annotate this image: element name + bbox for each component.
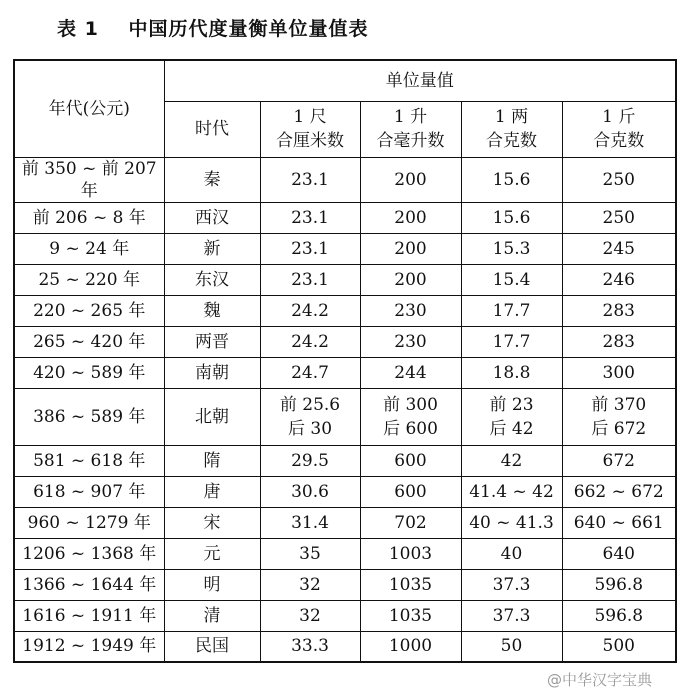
cell-sheng-line: 600 bbox=[394, 481, 427, 502]
cell-jin-line: 672 bbox=[602, 450, 635, 471]
cell-chi-line: 24.2 bbox=[291, 300, 329, 321]
cell-chi-line: 24.7 bbox=[291, 362, 329, 383]
cell-jin-line: 250 bbox=[602, 207, 635, 228]
cell-chi-line: 30.6 bbox=[291, 481, 329, 502]
cell-dynasty: 两晋 bbox=[164, 326, 260, 357]
table-body bbox=[14, 157, 676, 662]
cell-chi-line: 32 bbox=[299, 605, 321, 626]
cell-liang bbox=[461, 295, 562, 326]
cell-jin-line: 500 bbox=[602, 636, 635, 657]
table-row bbox=[14, 157, 676, 202]
cell-jin-line: 250 bbox=[602, 169, 635, 190]
cell-liang-line: 15.3 bbox=[492, 238, 531, 259]
cell-liang bbox=[461, 264, 562, 295]
cell-sheng-line: 1035 bbox=[388, 574, 433, 595]
cell-years: 220 ~ 265 年 bbox=[14, 295, 164, 326]
cell-years: 前 206 ~ 8 年 bbox=[14, 202, 164, 233]
cell-years: 420 ~ 589 年 bbox=[14, 357, 164, 388]
cell-jin bbox=[562, 202, 676, 233]
cell-liang-line: 40 bbox=[500, 543, 523, 564]
cell-dynasty: 宋 bbox=[164, 507, 260, 538]
cell-sheng-line: 230 bbox=[394, 300, 427, 321]
cell-chi bbox=[260, 357, 360, 388]
table-row bbox=[14, 326, 676, 357]
cell-liang-line: 17.7 bbox=[492, 300, 531, 321]
cell-sheng-line: 244 bbox=[394, 362, 427, 383]
cell-jin-line: 245 bbox=[602, 238, 635, 259]
cell-liang bbox=[461, 202, 562, 233]
cell-years: 265 ~ 420 年 bbox=[14, 326, 164, 357]
cell-sheng-line: 702 bbox=[394, 512, 427, 533]
cell-liang bbox=[461, 569, 562, 600]
cell-chi-line: 24.2 bbox=[291, 331, 329, 352]
cell-sheng-line: 230 bbox=[394, 331, 427, 352]
cell-years: 581 ~ 618 年 bbox=[14, 445, 164, 476]
cell-dynasty: 清 bbox=[164, 600, 260, 631]
cell-chi bbox=[260, 202, 360, 233]
watermark: @中华汉字宝典 bbox=[546, 671, 652, 689]
cell-years: 9 ~ 24 年 bbox=[14, 233, 164, 264]
cell-sheng bbox=[360, 631, 461, 662]
header-chi-desc: 合厘米数 bbox=[276, 131, 344, 151]
cell-chi-line: 后 30 bbox=[287, 418, 333, 439]
cell-liang-line: 前 23 bbox=[489, 394, 534, 415]
cell-jin bbox=[562, 631, 676, 662]
cell-chi-line: 23.1 bbox=[291, 269, 329, 290]
cell-liang-line: 18.8 bbox=[492, 362, 531, 383]
cell-chi-line: 23.1 bbox=[291, 207, 329, 228]
cell-sheng-line: 600 bbox=[394, 450, 427, 471]
table-row bbox=[14, 538, 676, 569]
cell-jin bbox=[562, 476, 676, 507]
table-row bbox=[14, 476, 676, 507]
cell-liang-line: 37.3 bbox=[492, 605, 531, 626]
cell-chi bbox=[260, 388, 360, 445]
cell-sheng-line: 1000 bbox=[388, 636, 433, 657]
table-number: 表 1 bbox=[57, 18, 99, 40]
cell-liang-line: 15.6 bbox=[492, 169, 531, 190]
cell-jin bbox=[562, 264, 676, 295]
cell-jin bbox=[562, 295, 676, 326]
cell-dynasty: 唐 bbox=[164, 476, 260, 507]
cell-dynasty: 明 bbox=[164, 569, 260, 600]
cell-liang bbox=[461, 326, 562, 357]
cell-jin-line: 283 bbox=[602, 331, 635, 352]
header-chi bbox=[260, 101, 360, 157]
cell-chi-line: 23.1 bbox=[291, 169, 329, 190]
header-dynasty: 时代 bbox=[164, 101, 260, 157]
cell-years: 960 ~ 1279 年 bbox=[14, 507, 164, 538]
cell-liang-line: 后 42 bbox=[489, 418, 534, 439]
cell-sheng-line: 1035 bbox=[388, 605, 433, 626]
cell-sheng-line: 200 bbox=[394, 238, 427, 259]
cell-chi-line: 29.5 bbox=[291, 450, 329, 471]
cell-chi bbox=[260, 569, 360, 600]
header-liang-unit: 1 两 bbox=[494, 107, 529, 127]
table-row bbox=[14, 295, 676, 326]
header-sheng bbox=[360, 101, 461, 157]
cell-sheng bbox=[360, 295, 461, 326]
cell-liang-line: 40 ~ 41.3 bbox=[469, 512, 554, 533]
table-row bbox=[14, 264, 676, 295]
table-row bbox=[14, 233, 676, 264]
cell-liang bbox=[461, 388, 562, 445]
table-row bbox=[14, 388, 676, 445]
header-unit-value: 单位量值 bbox=[164, 60, 676, 101]
cell-jin-line: 前 370 bbox=[591, 394, 647, 415]
cell-years: 1912 ~ 1949 年 bbox=[14, 631, 164, 662]
cell-dynasty: 西汉 bbox=[164, 202, 260, 233]
cell-sheng bbox=[360, 202, 461, 233]
table-row bbox=[14, 631, 676, 662]
cell-liang bbox=[461, 157, 562, 202]
cell-liang-line: 41.4 ~ 42 bbox=[469, 481, 554, 502]
table-row bbox=[14, 202, 676, 233]
cell-years: 25 ~ 220 年 bbox=[14, 264, 164, 295]
cell-jin-line: 640 ~ 661 bbox=[573, 512, 664, 533]
cell-liang-line: 15.4 bbox=[492, 269, 531, 290]
cell-chi bbox=[260, 600, 360, 631]
table-row bbox=[14, 445, 676, 476]
cell-jin bbox=[562, 157, 676, 202]
cell-sheng-line: 前 300 bbox=[383, 394, 438, 415]
cell-liang-line: 15.6 bbox=[492, 207, 531, 228]
cell-chi-line: 32 bbox=[299, 574, 321, 595]
header-liang-desc: 合克数 bbox=[486, 131, 537, 151]
cell-jin bbox=[562, 233, 676, 264]
cell-years: 1366 ~ 1644 年 bbox=[14, 569, 164, 600]
cell-jin-line: 640 bbox=[602, 543, 635, 564]
cell-years: 前 350 ~ 前 207 年 bbox=[14, 157, 164, 202]
cell-jin-line: 246 bbox=[602, 269, 635, 290]
cell-jin bbox=[562, 445, 676, 476]
cell-years: 386 ~ 589 年 bbox=[14, 388, 164, 445]
cell-chi-line: 35 bbox=[299, 543, 321, 564]
cell-chi bbox=[260, 326, 360, 357]
cell-dynasty: 南朝 bbox=[164, 357, 260, 388]
cell-chi bbox=[260, 507, 360, 538]
cell-chi bbox=[260, 538, 360, 569]
cell-dynasty: 元 bbox=[164, 538, 260, 569]
cell-liang-line: 17.7 bbox=[492, 331, 531, 352]
cell-chi bbox=[260, 264, 360, 295]
cell-sheng-line: 1003 bbox=[388, 543, 433, 564]
header-jin-desc: 合克数 bbox=[593, 131, 645, 151]
cell-years: 1206 ~ 1368 年 bbox=[14, 538, 164, 569]
cell-sheng bbox=[360, 569, 461, 600]
cell-sheng bbox=[360, 476, 461, 507]
cell-sheng-line: 200 bbox=[394, 169, 427, 190]
cell-dynasty: 东汉 bbox=[164, 264, 260, 295]
cell-liang bbox=[461, 233, 562, 264]
cell-chi bbox=[260, 233, 360, 264]
cell-years: 618 ~ 907 年 bbox=[14, 476, 164, 507]
cell-chi bbox=[260, 157, 360, 202]
cell-sheng-line: 200 bbox=[394, 269, 427, 290]
cell-jin-line: 283 bbox=[602, 300, 635, 321]
cell-jin bbox=[562, 538, 676, 569]
cell-jin bbox=[562, 507, 676, 538]
cell-liang bbox=[461, 538, 562, 569]
table-row bbox=[14, 600, 676, 631]
cell-jin bbox=[562, 357, 676, 388]
cell-jin-line: 后 672 bbox=[591, 418, 647, 439]
cell-jin bbox=[562, 569, 676, 600]
cell-liang bbox=[461, 445, 562, 476]
cell-dynasty: 隋 bbox=[164, 445, 260, 476]
cell-jin bbox=[562, 388, 676, 445]
cell-years: 1616 ~ 1911 年 bbox=[14, 600, 164, 631]
cell-jin-line: 596.8 bbox=[594, 574, 644, 595]
cell-dynasty: 民国 bbox=[164, 631, 260, 662]
cell-dynasty: 新 bbox=[164, 233, 260, 264]
cell-dynasty: 魏 bbox=[164, 295, 260, 326]
cell-liang-line: 50 bbox=[500, 636, 523, 657]
cell-chi bbox=[260, 476, 360, 507]
cell-sheng bbox=[360, 326, 461, 357]
cell-liang bbox=[461, 507, 562, 538]
cell-sheng bbox=[360, 538, 461, 569]
header-liang bbox=[461, 101, 562, 157]
cell-sheng bbox=[360, 600, 461, 631]
cell-jin-line: 662 ~ 672 bbox=[573, 481, 664, 502]
measures-table bbox=[13, 59, 677, 663]
table-row bbox=[14, 569, 676, 600]
table-row bbox=[14, 357, 676, 388]
cell-chi bbox=[260, 445, 360, 476]
cell-chi-line: 31.4 bbox=[291, 512, 329, 533]
cell-jin bbox=[562, 600, 676, 631]
cell-liang bbox=[461, 600, 562, 631]
cell-liang-line: 42 bbox=[500, 450, 523, 471]
cell-dynasty: 北朝 bbox=[164, 388, 260, 445]
cell-sheng-line: 200 bbox=[394, 207, 427, 228]
cell-liang bbox=[461, 476, 562, 507]
cell-chi-line: 前 25.6 bbox=[279, 394, 341, 415]
cell-sheng bbox=[360, 264, 461, 295]
header-chi-unit: 1 尺 bbox=[293, 107, 327, 127]
table-row bbox=[14, 507, 676, 538]
table-title bbox=[57, 14, 368, 41]
cell-sheng bbox=[360, 507, 461, 538]
cell-chi bbox=[260, 631, 360, 662]
cell-chi-line: 23.1 bbox=[291, 238, 329, 259]
header-sheng-desc: 合毫升数 bbox=[376, 131, 445, 151]
cell-chi-line: 33.3 bbox=[291, 636, 329, 657]
cell-sheng bbox=[360, 388, 461, 445]
header-era: 年代(公元) bbox=[14, 60, 164, 157]
cell-liang bbox=[461, 357, 562, 388]
header-sheng-unit: 1 升 bbox=[393, 107, 428, 127]
cell-sheng bbox=[360, 157, 461, 202]
table-title-text: 中国历代度量衡单位量值表 bbox=[128, 18, 369, 40]
header-jin-unit: 1 斤 bbox=[602, 107, 636, 127]
cell-sheng-line: 后 600 bbox=[383, 418, 438, 439]
cell-sheng bbox=[360, 233, 461, 264]
header-jin bbox=[562, 101, 676, 157]
cell-sheng bbox=[360, 445, 461, 476]
cell-dynasty: 秦 bbox=[164, 157, 260, 202]
cell-jin-line: 300 bbox=[602, 362, 635, 383]
cell-jin-line: 596.8 bbox=[594, 605, 644, 626]
cell-jin bbox=[562, 326, 676, 357]
cell-sheng bbox=[360, 357, 461, 388]
cell-chi bbox=[260, 295, 360, 326]
cell-liang-line: 37.3 bbox=[492, 574, 531, 595]
cell-liang bbox=[461, 631, 562, 662]
